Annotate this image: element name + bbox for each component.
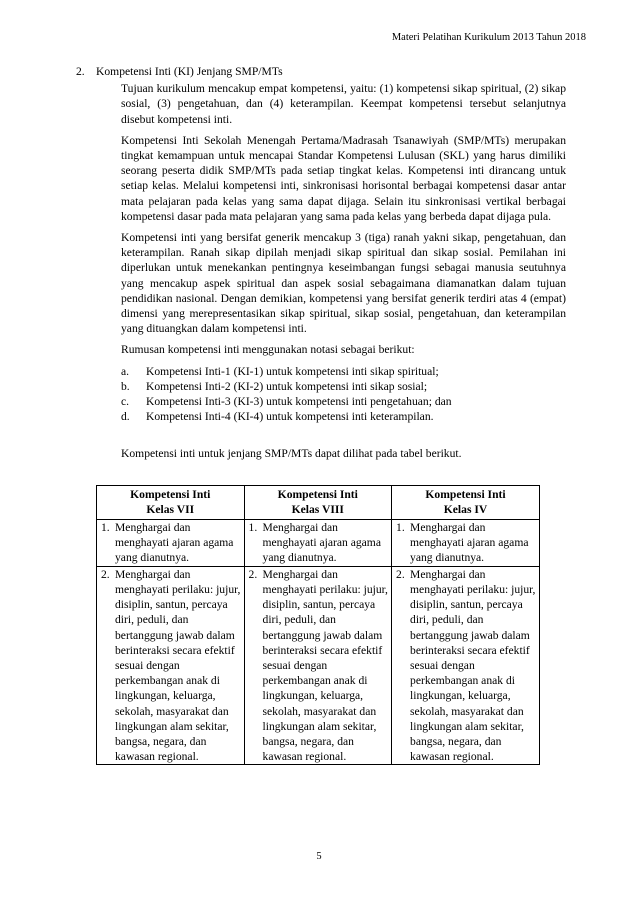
cell-text: Menghargai dan menghayati perilaku: jujur, disiplin, santun, percaya diri, peduli, dan bertanggung jawab dalam berinteraksi secara efektif sesuai dengan perkembangan anak di lingkungan, keluarga, sekolah, masyarakat dan lingkungan alam sekitar, bangsa, negara, dan kawasan regional. bbox=[115, 567, 241, 764]
header-line: Kompetensi Inti bbox=[277, 487, 358, 501]
header-kelas-iv bbox=[392, 485, 540, 519]
paragraph-tujuan: Tujuan kurikulum mencakup empat kompetensi, yaitu: (1) kompetensi sikap spiritual, (2) sikap sosial, (3) pengetahuan, dan (4) keterampilan. Keempat kompetensi tersebut selanjutnya disebut kompetensi inti. bbox=[121, 82, 566, 126]
list-marker: b. bbox=[121, 379, 130, 393]
header-line: Kelas IV bbox=[443, 502, 488, 516]
list-item-text: Kompetensi Inti-1 (KI-1) untuk kompetensi inti sikap spiritual; bbox=[146, 364, 439, 378]
list-item-text: Kompetensi Inti-3 (KI-3) untuk kompetensi inti pengetahuan; dan bbox=[146, 395, 452, 409]
table-cell bbox=[244, 566, 392, 765]
cell-text: Menghargai dan menghayati ajaran agama yang dianutnya. bbox=[115, 521, 234, 565]
header-line: Kelas VIII bbox=[291, 502, 344, 516]
paragraph-rumusan: Rumusan kompetensi inti menggunakan notasi sebagai berikut: bbox=[121, 343, 415, 357]
list-item bbox=[121, 379, 566, 394]
cell-number: 1. bbox=[396, 521, 405, 535]
list-item bbox=[121, 409, 566, 424]
section-number: 2. bbox=[76, 65, 85, 78]
list-item bbox=[121, 394, 566, 409]
table-cell bbox=[392, 566, 540, 765]
cell-number: 2. bbox=[396, 567, 405, 581]
cell-number: 1. bbox=[248, 521, 258, 535]
section-heading bbox=[76, 64, 566, 79]
section-title: Kompetensi Inti (KI) Jenjang SMP/MTs bbox=[96, 65, 283, 78]
cell-text: Menghargai dan menghayati perilaku: jujur, disiplin, santun, percaya diri, peduli, dan bertanggung jawab dalam berinteraksi secara efektif sesuai dengan perkembangan anak di lingkungan, keluarga, sekolah, masyarakat dan lingkungan alam sekitar, bangsa, negara, dan kawasan regional. bbox=[262, 567, 388, 764]
cell-text: Menghargai dan menghayati ajaran agama yang dianutnya. bbox=[410, 521, 529, 565]
cell-number: 1. bbox=[101, 521, 110, 535]
cell-text: Menghargai dan menghayati perilaku: jujur, disiplin, santun, percaya diri, peduli, dan bertanggung jawab dalam berinteraksi secara efektif sesuai dengan perkembangan anak di lingkungan, keluarga, sekolah, masyarakat dan lingkungan alam sekitar, bangsa, negara, dan kawasan regional. bbox=[410, 567, 536, 764]
header-kelas-viii bbox=[244, 485, 392, 519]
paragraph-definisi: Kompetensi Inti Sekolah Menengah Pertama/Madrasah Tsanawiyah (SMP/MTs) merupakan tingkat kemampuan untuk mencapai Standar Kompetensi Lulusan (SKL) yang harus dimiliki seorang peserta didik SMP/MTs pada setiap tingkat kelas. Kompetensi inti dirancang untuk setiap kelas. Melalui kompetensi inti, sinkronisasi horisontal berbagai kompetensi dasar antar mata pelajaran pada kelas yang sama dapat dijaga. Selain itu sinkronisasi vertikal berbagai kompetensi dasar pada mata pelajaran yang sama pada kelas yang berbeda dapat dijaga pula. bbox=[121, 133, 566, 223]
section-body bbox=[121, 81, 566, 461]
header-kelas-vii bbox=[97, 485, 245, 519]
list-marker: c. bbox=[121, 395, 130, 409]
table-row bbox=[97, 520, 540, 567]
header-line: Kelas VII bbox=[146, 502, 195, 516]
ki-table bbox=[96, 485, 540, 766]
table-row bbox=[97, 566, 540, 765]
header-line: Kompetensi Inti bbox=[130, 487, 211, 501]
cell-text: Menghargai dan menghayati ajaran agama yang dianutnya. bbox=[262, 521, 381, 565]
list-item-text: Kompetensi Inti-2 (KI-2) untuk kompetensi inti sikap sosial; bbox=[146, 379, 428, 393]
table-header-row bbox=[97, 485, 540, 519]
table-cell bbox=[244, 520, 392, 567]
paragraph-generik: Kompetensi inti yang bersifat generik mencakup 3 (tiga) ranah yakni sikap, pengetahuan, dan keterampilan. Ranah sikap dipilah menjadi sikap spiritual dan sikap sosial. Pemilahan ini diperlukan untuk menekankan pentingnya keseimbangan fungsi sebagai manusia seutuhnya yang mencakup aspek spiritual dan aspek sosial sebagaimana diamanatkan dalam tujuan pendidikan nasional. Dengan demikian, kompetensi yang bersifat generik terdiri atas 4 (empat) dimensi yang merepresentasikan sikap spiritual, sikap sosial, pengetahuan, dan keterampilan yang dituangkan dalam kompetensi inti. bbox=[121, 231, 566, 336]
notation-list bbox=[121, 364, 566, 425]
running-header: Materi Pelatihan Kurikulum 2013 Tahun 2018 bbox=[391, 32, 586, 43]
list-item bbox=[121, 364, 566, 379]
cell-number: 2. bbox=[248, 567, 258, 581]
list-item-text: Kompetensi Inti-4 (KI-4) untuk kompetensi inti keterampilan. bbox=[146, 410, 434, 424]
table-cell bbox=[97, 566, 245, 765]
list-marker: d. bbox=[121, 410, 130, 424]
section-ki-smp bbox=[76, 64, 566, 765]
page-number: 5 bbox=[316, 851, 322, 862]
table-cell bbox=[392, 520, 540, 567]
table-intro: Kompetensi inti untuk jenjang SMP/MTs dapat dilihat pada tabel berikut. bbox=[121, 447, 462, 461]
table-cell bbox=[97, 520, 245, 567]
header-line: Kompetensi Inti bbox=[425, 487, 506, 501]
cell-number: 2. bbox=[101, 567, 110, 581]
list-marker: a. bbox=[121, 364, 130, 378]
